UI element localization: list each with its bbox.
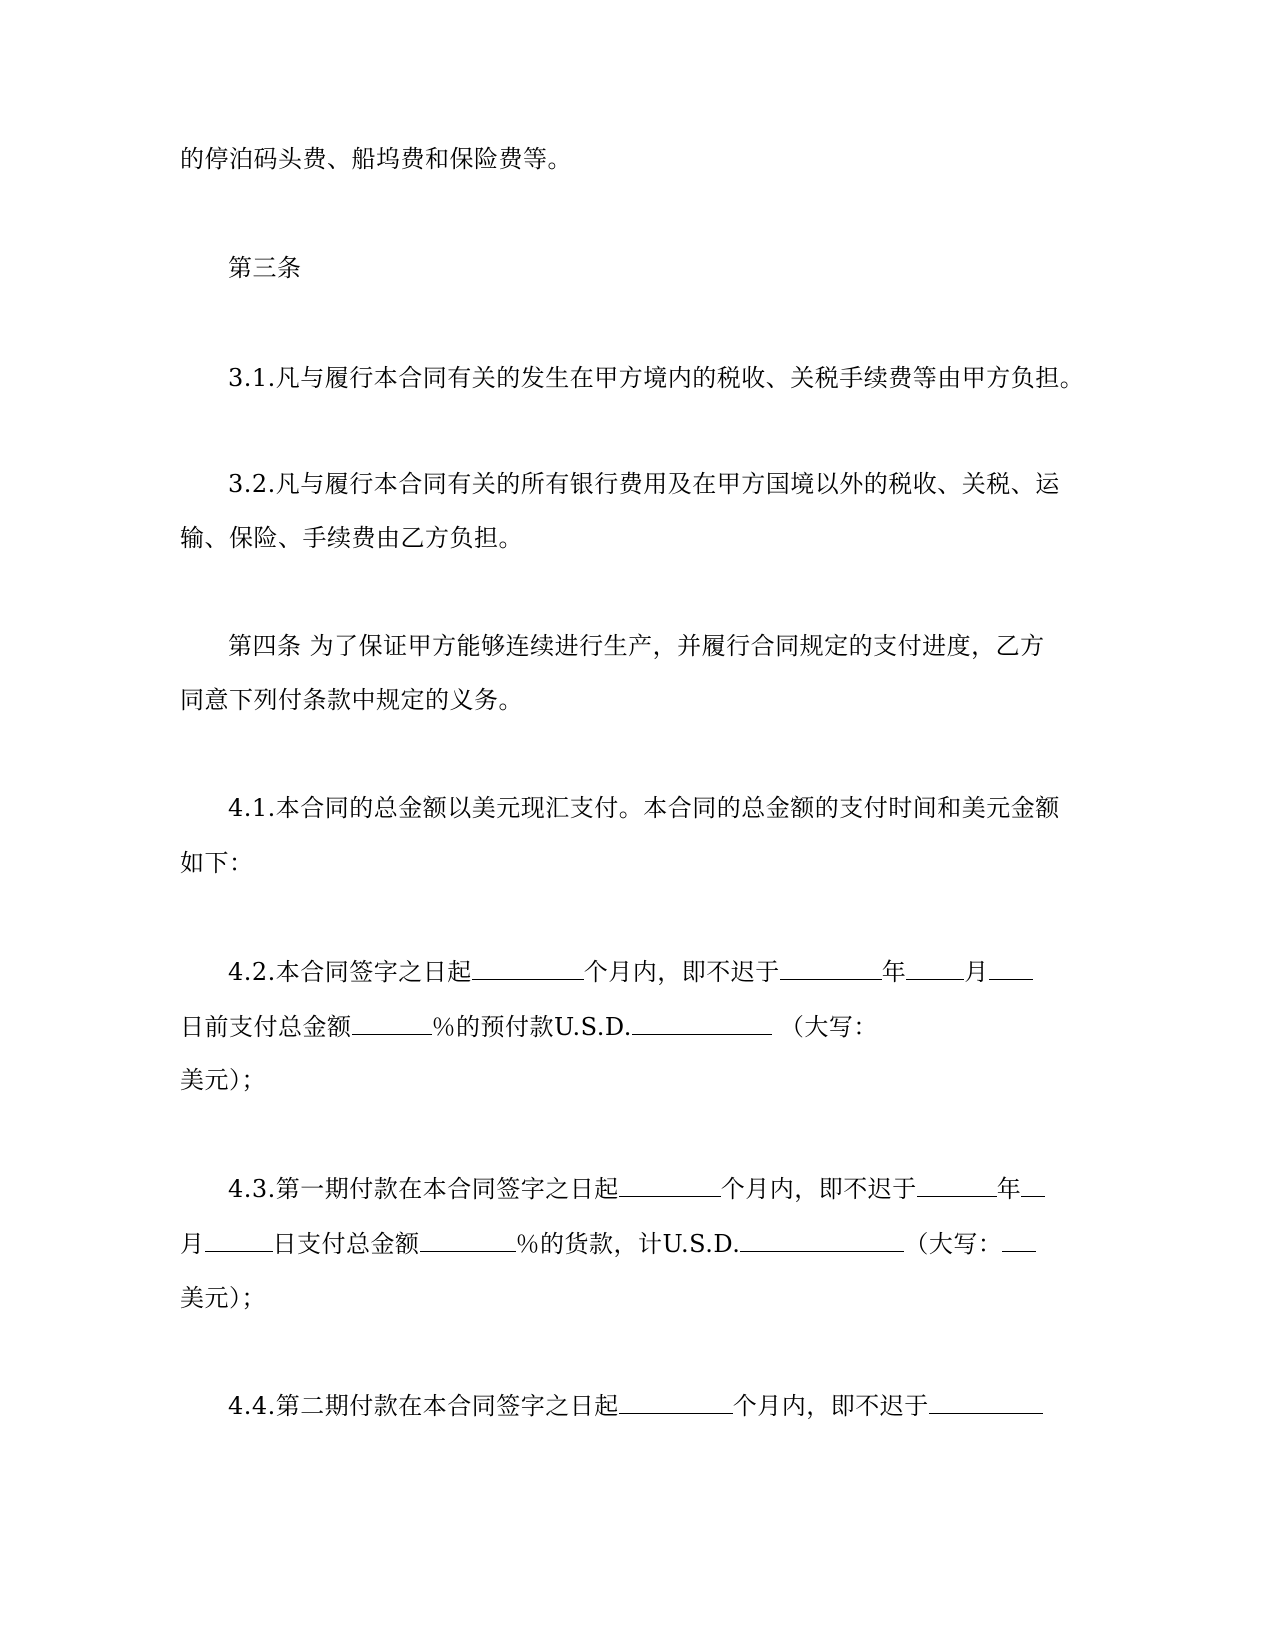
blank-field[interactable] [472, 957, 584, 980]
clause-4-3-text-g: （大写： [904, 1230, 1003, 1258]
clause-4-3-text-c: 年 [996, 1175, 1022, 1203]
clause-4-2-line3: 美元）； [180, 1066, 266, 1094]
clause-4-2-text-a: 4.2.本合同签字之日起 [228, 958, 472, 986]
clause-4-4-text-b: 个月内，即不迟于 [732, 1392, 929, 1420]
blank-field[interactable] [619, 1391, 733, 1414]
clause-4-3-text-e: 日支付总金额 [272, 1230, 420, 1258]
clause-4-4-line1 [228, 1391, 1043, 1420]
clause-4-2-text-d: 月 [964, 958, 989, 986]
blank-field[interactable] [906, 957, 964, 980]
clause-4-3-line1 [228, 1174, 1045, 1203]
clause-3-2-line2: 输、保险、手续费由乙方负担。 [180, 524, 523, 552]
clause-4-2-text-b: 个月内，即不迟于 [583, 958, 780, 986]
blank-field[interactable] [1002, 1229, 1036, 1252]
clause-4-1-line1: 4.1.本合同的总金额以美元现汇支付。本合同的总金额的支付时间和美元金额 [228, 794, 1060, 822]
blank-field[interactable] [740, 1229, 904, 1252]
article-3-heading: 第三条 [228, 254, 302, 282]
clause-4-3-text-f: ％的货款，计U.S.D. [515, 1230, 741, 1258]
article-4-line1: 第四条 为了保证甲方能够连续进行生产，并履行合同规定的支付进度，乙方 [228, 632, 1045, 660]
clause-4-3-text-a: 4.3.第一期付款在本合同签字之日起 [228, 1175, 619, 1203]
blank-field[interactable] [1021, 1174, 1045, 1197]
blank-field[interactable] [632, 1012, 772, 1035]
article-4-line2: 同意下列付条款中规定的义务。 [180, 686, 523, 714]
clause-4-3-text-b: 个月内，即不迟于 [720, 1175, 917, 1203]
clause-4-2-text-f: ％的预付款U.S.D. [431, 1013, 632, 1041]
clause-4-1-line2: 如下： [180, 849, 254, 877]
paragraph-continuation: 的停泊码头费、船坞费和保险费等。 [180, 145, 572, 173]
clause-4-2-text-e: 日前支付总金额 [180, 1013, 352, 1041]
blank-field[interactable] [352, 1012, 432, 1035]
clause-4-3-line2 [180, 1229, 1036, 1258]
clause-4-2-text-g: （大写： [779, 1013, 878, 1041]
blank-field[interactable] [989, 957, 1033, 980]
blank-field[interactable] [420, 1229, 516, 1252]
clause-4-4-text-a: 4.4.第二期付款在本合同签字之日起 [228, 1392, 619, 1420]
clause-3-1: 3.1.凡与履行本合同有关的发生在甲方境内的税收、关税手续费等由甲方负担。 [228, 364, 1085, 392]
clause-4-2-text-c: 年 [881, 958, 907, 986]
blank-field[interactable] [205, 1229, 273, 1252]
clause-4-2-line2 [180, 1012, 878, 1041]
blank-field[interactable] [917, 1174, 997, 1197]
clause-4-3-text-d: 月 [180, 1230, 205, 1258]
clause-3-2-line1: 3.2.凡与履行本合同有关的所有银行费用及在甲方国境以外的税收、关税、运 [228, 470, 1060, 498]
blank-field[interactable] [929, 1391, 1043, 1414]
clause-4-3-line3: 美元）； [180, 1284, 266, 1312]
blank-field[interactable] [619, 1174, 721, 1197]
blank-field[interactable] [780, 957, 882, 980]
clause-4-2-line1 [228, 957, 1033, 986]
